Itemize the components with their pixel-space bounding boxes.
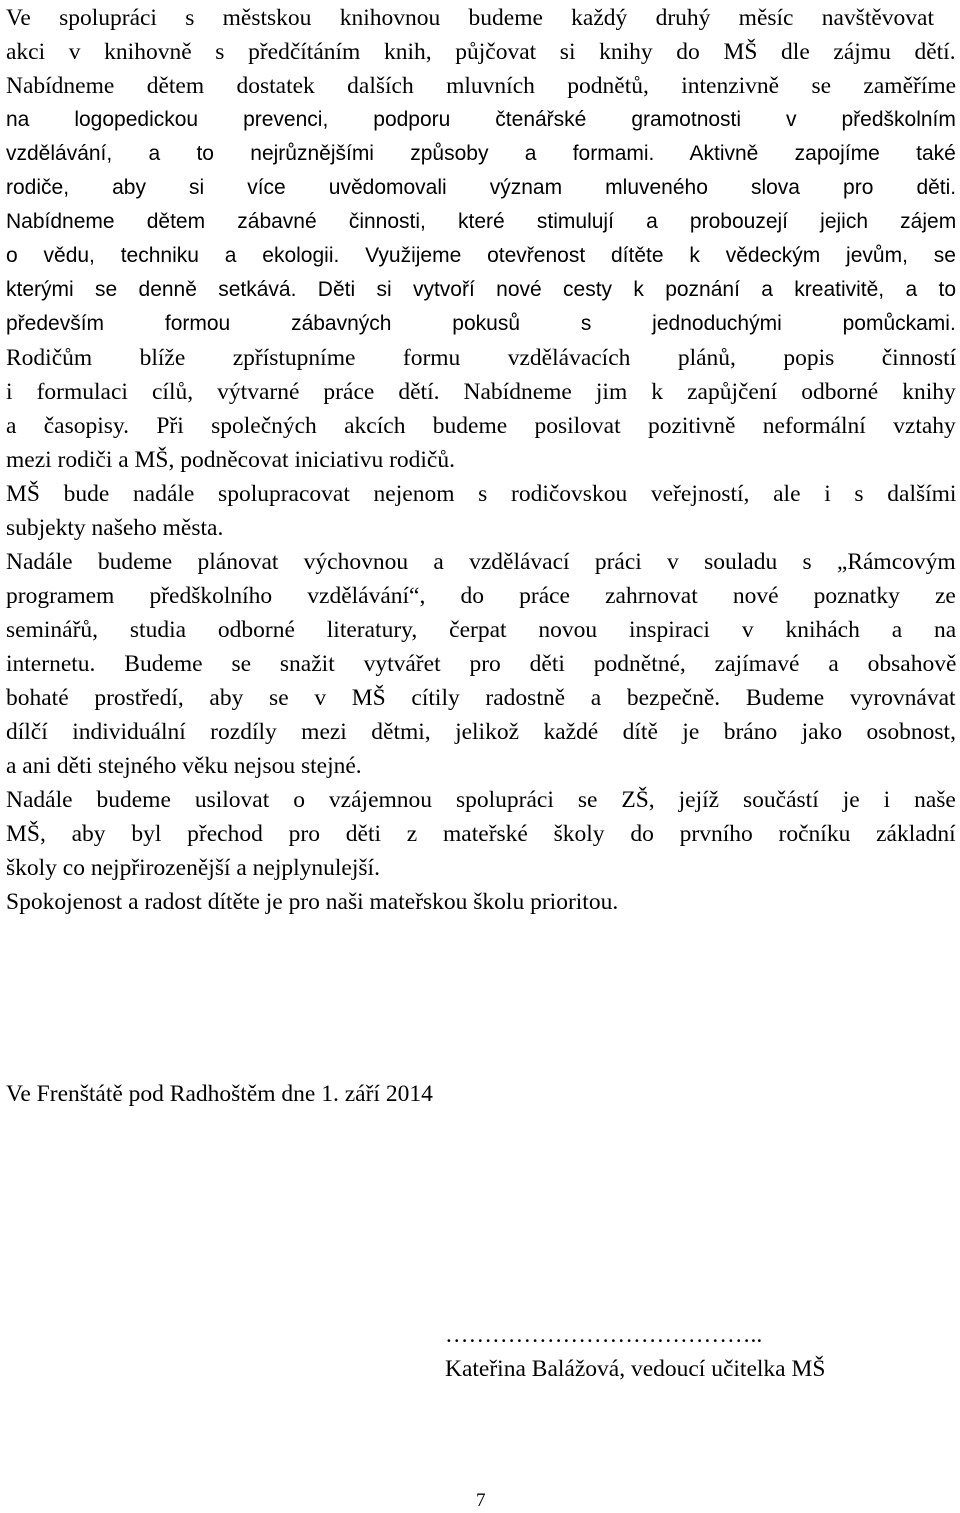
paragraph <box>6 477 956 545</box>
text-line: internetu. Budeme se snažit vytvářet pro děti podnětné, zajímavé a obsahově <box>6 651 957 677</box>
text-line: mezi rodiči a MŠ, podněcovat iniciativu rodičů. <box>6 447 455 473</box>
text-line: na logopedickou prevenci, podporu čtenářské gramotnosti v předškolním <box>6 108 956 131</box>
text-line: MŠ, aby byl přechod pro děti z mateřské školy do prvního ročníku základní <box>6 821 956 847</box>
text-line: programem předškolního vzdělávání“, do práce zahrnovat nové poznatky ze <box>6 583 956 609</box>
paragraph <box>6 885 956 919</box>
text-line: Nabídneme dětem zábavné činnosti, které stimulují a probouzejí jejich zájem <box>6 210 957 233</box>
text-line: a ani děti stejného věku nejsou stejné. <box>6 753 362 779</box>
text-line: Rodičům blíže zpřístupníme formu vzdělávacích plánů, popis činností <box>6 345 957 371</box>
text-line: školy co nejpřirozenější a nejplynulejší. <box>6 855 380 881</box>
paragraph <box>6 545 956 783</box>
text-line: Spokojenost a radost dítěte je pro naši mateřskou školu prioritou. <box>6 889 619 915</box>
signature-dotted-line: ………………………………….. <box>445 1322 763 1348</box>
page-number: 7 <box>476 1490 486 1511</box>
place-and-date: Ve Frenštátě pod Radhoštěm dne 1. září 2014 <box>6 1081 433 1107</box>
signatory-name: Kateřina Balážová, vedoucí učitelka MŠ <box>445 1356 826 1382</box>
signature-block <box>445 1318 825 1386</box>
text-line: i formulaci cílů, výtvarné práce dětí. Nabídneme jim k zapůjčení odborné knihy <box>6 379 956 405</box>
text-line: bohaté prostředí, aby se v MŠ cítily radostně a bezpečně. Budeme vyrovnávat <box>6 685 956 711</box>
paragraph <box>6 783 956 885</box>
text-line: kterými se denně setkává. Děti si vytvoří nové cesty k poznání a kreativitě, a to <box>6 278 957 301</box>
text-line: seminářů, studia odborné literatury, čerpat novou inspiraci v knihách a na <box>6 617 957 643</box>
text-line: dílčí individuální rozdíly mezi dětmi, jelikož každé dítě je bráno jako osobnost, <box>6 719 956 745</box>
text-line: především formou zábavných pokusů s jednoduchými pomůckami. <box>6 312 956 335</box>
text-line: vzdělávání, a to nejrůznějšími způsoby a formami. Aktivně zapojíme také <box>6 142 956 165</box>
text-line: o vědu, techniku a ekologii. Využijeme otevřenost dítěte k vědeckým jevům, se <box>6 244 956 267</box>
text-line: Nabídneme dětem dostatek dalších mluvních podnětů, intenzivně se zaměříme <box>6 73 957 99</box>
text-line: Ve spolupráci s městskou knihovnou budeme každý druhý měsíc navštěvovat <box>6 5 935 31</box>
text-line: a časopisy. Při společných akcích budeme posilovat pozitivně neformální vztahy <box>6 413 956 439</box>
text-line: subjekty našeho města. <box>6 515 224 541</box>
text-line: Nadále budeme usilovat o vzájemnou spolupráci se ZŠ, jejíž součástí je i naše <box>6 787 956 813</box>
text-line: Nadále budeme plánovat výchovnou a vzdělávací práci v souladu s „Rámcovým <box>6 549 956 575</box>
body-text <box>6 1 956 919</box>
text-line: akci v knihovně s předčítáním knih, půjčovat si knihy do MŠ dle zájmu dětí. <box>6 39 956 65</box>
text-line: MŠ bude nadále spolupracovat nejenom s rodičovskou veřejností, ale i s dalšími <box>6 481 957 507</box>
paragraph <box>6 1 956 477</box>
text-line: rodiče, aby si více uvědomovali význam mluveného slova pro děti. <box>6 176 957 199</box>
